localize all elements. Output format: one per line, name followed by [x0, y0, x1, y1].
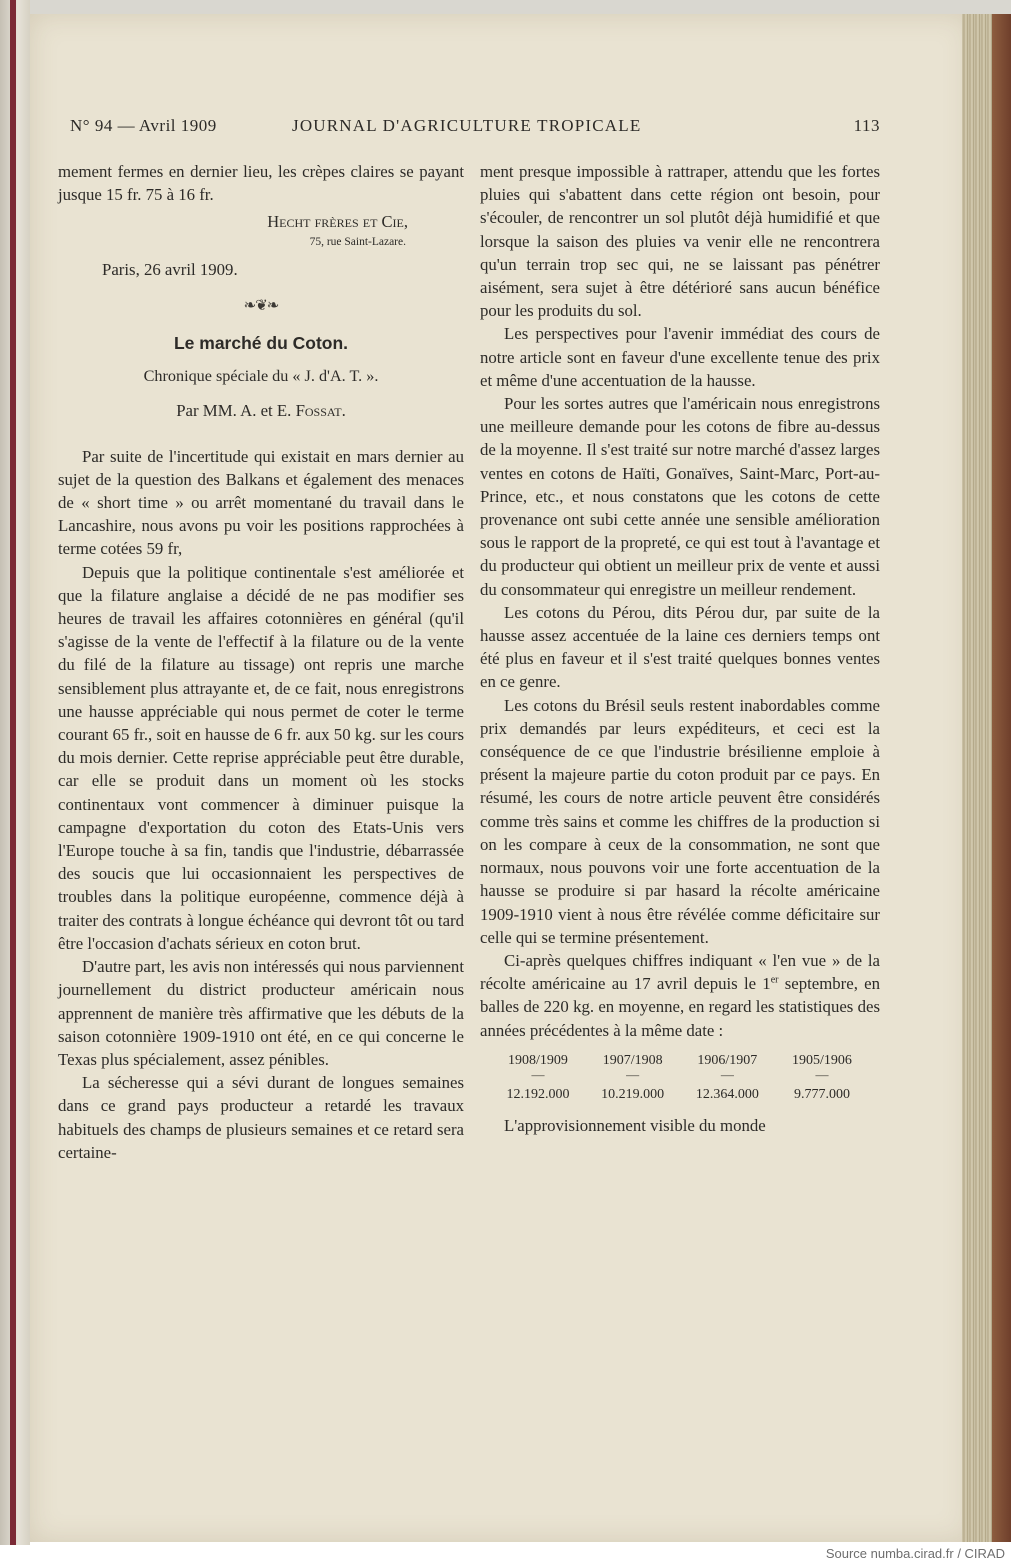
signature-address: 75, rue Saint-Lazare. [309, 235, 406, 248]
page-number: 113 [853, 116, 880, 135]
source-credit: Source numba.cirad.fr / CIRAD [825, 1546, 1005, 1561]
stats-dash: — [815, 1066, 829, 1082]
stats-bales: 10.219.000 [601, 1086, 665, 1102]
harvest-stats-table [480, 1052, 880, 1104]
paragraph: Les cotons du Pérou, dits Pérou dur, par suite de la hausse assez accentuée de la laine ces derniers temps ont été plus en faveur et il s'est traité quelques bonnes ventes en ce genre. [480, 602, 880, 692]
stats-dash-row [480, 1066, 880, 1082]
stats-intro [480, 949, 880, 1042]
article-authors [58, 399, 464, 422]
paragraph: Les cotons du Brésil seuls restent inabordables comme prix demandés par leurs expéditeurs, et ceci est la conséquence de ce que l'industrie brésilienne emploie à présent la majeure partie du coton produit par ce pays. En résumé, les cours de notre article peuvent être considérés comme très sains et comme les chiffres de la production si on les compare à ceux de la consommation, ne sont que normaux, nous pouvons voir une forte accentuation de la hausse se produire si par hasard la récolte américaine 1909-1910 vient à nous être révélée comme déficitaire sur celle qui se termine présentement. [480, 695, 880, 947]
left-column [58, 160, 464, 1164]
paragraph: D'autre part, les avis non intéressés qui nous parviennent journellement du district producteur américain nous apprennent de manière très affirmative que les débuts de la saison cotonnière 1909-1910 ont été, en ce qui concerne le Texas plus spécialement, assez pénibles. [58, 957, 464, 1069]
authors-prefix: Par MM. A. et E. [176, 401, 292, 421]
article-title: Le marché du Coton. [173, 333, 349, 354]
signature [58, 210, 464, 233]
binding-stripe [10, 0, 16, 1545]
stats-intro-b: septembre, en balles de 220 kg. en moyenne, en regard les statistiques des années précédentes à la même date : [480, 974, 880, 1040]
stats-year: 1906/1907 [697, 1052, 758, 1068]
stats-bales: 12.192.000 [506, 1086, 570, 1102]
stats-dash: — [531, 1066, 545, 1082]
stats-bales: 12.364.000 [695, 1086, 759, 1102]
chronicle-subtitle: Chronique spéciale du « J. d'A. T. ». [143, 367, 379, 386]
authors-name: Fossat. [295, 401, 346, 421]
right-column [480, 160, 880, 1137]
stats-dash: — [720, 1066, 734, 1082]
issue-label: N° 94 — Avril 1909 [70, 116, 217, 135]
stats-year: 1905/1906 [792, 1052, 852, 1068]
stats-intro-a: Ci-après quelques chiffres indiquant « l'en vue » de la récolte américaine au 17 avril depuis le 1 [480, 950, 880, 994]
stats-bales: 9.777.000 [793, 1086, 850, 1102]
running-head [70, 116, 880, 140]
signature-firm: Hecht frères et Cie, [267, 212, 408, 232]
paragraph: ment presque impossible à rattraper, attendu que les fortes pluies qui s'abattent dans cette région ont besoin, pour s'écouler, de rencontrer un sol plutôt déjà humidifié et que lorsque la saison des pluies va venir elle ne rencontrera qu'un terrain trop sec qui, ne se laissant pas pénétrer aisément, sera sujet à être détérioré sans aucun bénéfice pour les produits du sol. [480, 162, 880, 321]
journal-title: JOURNAL D'AGRICULTURE TROPICALE [292, 116, 642, 135]
closing-line: L'approvisionnement visible du monde [504, 1115, 766, 1135]
paragraph: Par suite de l'incertitude qui existait en mars dernier au sujet de la question des Balkans et également des menaces de « short time » ou arrêt momentané du travail dans le Lancashire, nous avons pu voir les positions rapprochées à terme cotées 59 fr, [58, 446, 464, 559]
stats-year: 1907/1908 [602, 1052, 663, 1068]
paragraph: Les perspectives pour l'avenir immédiat des cours de notre article sont en faveur d'une excellente tenue des prix et même d'une accentuation de la hausse. [480, 324, 880, 390]
paragraph: La sécheresse qui a sévi durant de longues semaines dans ce grand pays producteur a retardé les travaux habituels des champs de plusieurs semaines et ce retard sera certaine- [58, 1073, 464, 1162]
book-cover-edge [992, 14, 1011, 1542]
paragraph: Pour les sortes autres que l'américain nous enregistrons une meilleure demande pour les cotons de fibre au-dessus de la moyenne. Il s'est traité sur notre marché d'assez larges ventes en cotons de Haïti, Gonaïves, Saint-Marc, Port-au-Prince, etc., et nous constatons que les cotons de cette provenance ont subi cette année une sensible amélioration sous le rapport de la propreté, ce qui est tout à l'avantage et du producteur qui obtient un meilleur prix de vente et aussi du consommateur qui enregistre un meilleur rendement. [480, 394, 880, 599]
continuation-text: mement fermes en dernier lieu, les crèpes claires se payant jusque 15 fr. 75 à 16 fr. [58, 162, 464, 205]
paragraph: Depuis que la politique continentale s'est améliorée et que la filature anglaise a décidé de ne pas modifier ses heures de travail les affaires cotonnières en général (qu'il s'agisse de la vente de l'effectif à la filature ou de la vente du filé de la filature au tissage) ont repris une marche sensiblement plus attrayante et, de ce fait, nous enregistrons une hausse appréciable qui nous permet de coter le terme courant 65 fr., soit en hausse de 6 fr. aux 50 kg. sur les cours du mois dernier. Cette reprise appréciable peut être durable, car elle se produit dans un moment où les stocks continentaux vont commencer à diminuer puisque la campagne d'exportation du coton des Etats-Unis vers l'Europe touche à sa fin, tandis que l'industrie, débarrassée des soucis que lui occasionnaient les perspectives de troubles dans la politique européenne, commence déjà à traiter des contrats à longue échéance qui devront tôt ou tard être l'occasion d'achats sérieux en coton brut. [58, 562, 464, 953]
ornament-divider: ❧❦❧ [243, 297, 279, 314]
stats-bales-row [480, 1086, 880, 1104]
stats-year: 1908/1909 [508, 1052, 568, 1068]
stats-dash: — [626, 1066, 640, 1082]
page-stack-edge [962, 14, 992, 1542]
stats-intro-sup: er [770, 974, 779, 986]
place-date: Paris, 26 avril 1909. [102, 259, 238, 279]
